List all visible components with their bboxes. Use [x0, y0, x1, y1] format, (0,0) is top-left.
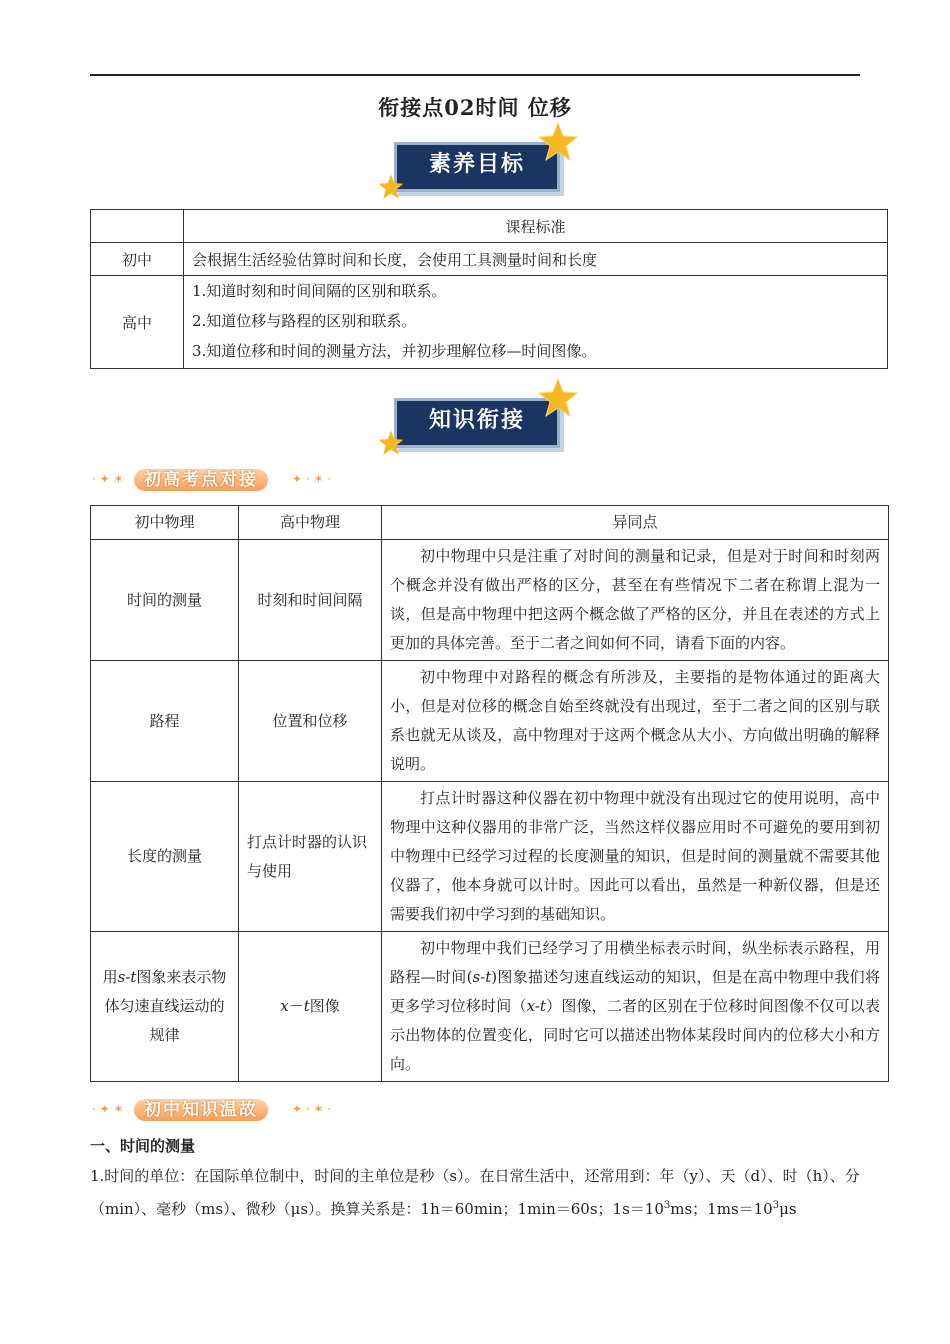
text-run: μs: [779, 1200, 797, 1218]
header-rule: [90, 74, 860, 76]
document-title: 衔接点02时间 位移: [378, 95, 572, 120]
table-row: [91, 661, 889, 782]
table-row: [91, 243, 888, 276]
star-icon: [538, 378, 578, 418]
section-tag-label: 初高考点对接: [134, 469, 268, 491]
table-row: [91, 506, 889, 540]
knowledge-banner-label: 知识衔接: [428, 408, 525, 433]
star-icon: [378, 430, 404, 456]
senior-topic: 时刻和时间间隔: [239, 540, 382, 661]
goals-banner: [390, 138, 562, 194]
junior-topic: 长度的测量: [91, 782, 239, 932]
row-label: 高中: [91, 276, 184, 369]
text-run: 1.时间的单位：在国际单位制中，时间的主单位是秒（s）。在日常生活中，还常用到：年（y）、天（d）、时（h）、分（min）、毫秒（ms）、微秒（μs）。换算关系是：1h＝60min；1min＝60s；1s＝10: [90, 1167, 860, 1218]
difference-paragraph: [390, 934, 880, 1079]
superscript: 3: [663, 1200, 671, 1211]
section-tag-label: 初中知识温故: [134, 1099, 268, 1121]
table-row: [91, 276, 888, 369]
difference-text: [382, 782, 889, 932]
difference-text: [382, 661, 889, 782]
goals-banner-label: 素养目标: [428, 152, 525, 177]
italic-term: x-t: [526, 997, 546, 1015]
column-header: 异同点: [382, 506, 889, 540]
junior-topic: 时间的测量: [91, 540, 239, 661]
italic-term: s-t: [472, 968, 492, 986]
text-run: 用: [102, 968, 118, 986]
difference-paragraph: 打点计时器这种仪器在初中物理中就没有出现过它的使用说明，高中物理中这种仪器用的非常广泛，当然这样仪器应用时不可避免的要用到初中物理中已经学习过程的长度测量的知识，但是时间的测量就不需要其他仪器了，他本身就可以计时。因此可以看出，虽然是一种新仪器，但是还需要我们初中学习到的基础知识。: [390, 789, 880, 923]
standard-item: 1.知道时刻和时间间隔的区别和联系。: [192, 282, 447, 300]
standard-item: 2.知道位移与路程的区别和联系。: [192, 312, 417, 330]
column-header: 初中物理: [91, 506, 239, 540]
row-label: 初中: [91, 243, 184, 276]
text-run: ）图像，二者的区别在于位移时间图像不仅可以表示出物体的位置变化，同时它可以描述出物体某段时间内的位移大小和方向。: [390, 997, 880, 1073]
body-paragraph: [90, 1161, 860, 1224]
italic-term: s-t: [117, 968, 137, 986]
junior-topic: 路程: [91, 661, 239, 782]
junior-topic: [91, 932, 239, 1082]
knowledge-banner: [390, 394, 562, 450]
table-row: [91, 210, 888, 243]
column-header: 高中物理: [239, 506, 382, 540]
italic-term: t: [303, 997, 310, 1015]
table-row: [91, 540, 889, 661]
table-cell: [91, 210, 184, 243]
standard-item: 3.知道位移和时间的测量方法，并初步理解位移—时间图像。: [192, 342, 597, 360]
sparkle-icon: ✦ · ✶ ·: [292, 1102, 332, 1116]
difference-paragraph: 初中物理中对路程的概念有所涉及，主要指的是物体通过的距离大小，但是对位移的概念自始至终就没有出现过，至于二者之间的区别与联系也就无从谈及，高中物理对于这两个概念从大小、方向做出明确的解释说明。: [390, 668, 880, 773]
text-run: 图像: [309, 997, 340, 1015]
text-run: )图象描述匀速直线运动的知识，但是在高中物理中我们将更多学习位移时间（: [390, 968, 880, 1015]
star-icon: [378, 174, 404, 200]
senior-topic: 打点计时器的认识与使用: [239, 782, 382, 932]
italic-term: x: [280, 997, 289, 1015]
section-tag-compare: [92, 466, 332, 494]
star-icon: [538, 122, 578, 162]
text-run: －: [288, 997, 304, 1015]
section-tag-review: [92, 1096, 332, 1124]
standard-text: 会根据生活经验估算时间和长度，会使用工具测量时间和长度: [184, 243, 888, 276]
text-run: 初中物理中我们已经学习了用横坐标表示时间，纵坐标表示路程，用路程—时间(: [390, 939, 880, 986]
text-run: ms；1ms＝10: [670, 1200, 773, 1218]
difference-text: [382, 540, 889, 661]
standard-list: [184, 276, 888, 369]
sparkle-icon: · ✦ ✶: [92, 472, 124, 486]
senior-topic: 位置和位移: [239, 661, 382, 782]
course-standards-table: [90, 209, 888, 369]
difference-paragraph: 初中物理中只是注重了对时间的测量和记录，但是对于时间和时刻两个概念并没有做出严格的区分，甚至在有些情况下二者在称谓上混为一谈，但是高中物理中把这两个概念做了严格的区分，并且在表述的方式上更加的具体完善。至于二者之间如何不同，请看下面的内容。: [390, 547, 880, 652]
table-row: [91, 932, 889, 1082]
sparkle-icon: · ✦ ✶: [92, 1102, 124, 1116]
text-run: 图象来表示物体匀速直线运动的规律: [104, 968, 227, 1044]
senior-topic: [239, 932, 382, 1082]
difference-text: [382, 932, 889, 1082]
superscript: 3: [772, 1200, 780, 1211]
table-row: [91, 782, 889, 932]
comparison-table: [90, 505, 889, 1082]
section-heading: 一、时间的测量: [90, 1137, 196, 1155]
table-header: 课程标准: [184, 210, 888, 243]
sparkle-icon: ✦ · ✶ ·: [292, 472, 332, 486]
